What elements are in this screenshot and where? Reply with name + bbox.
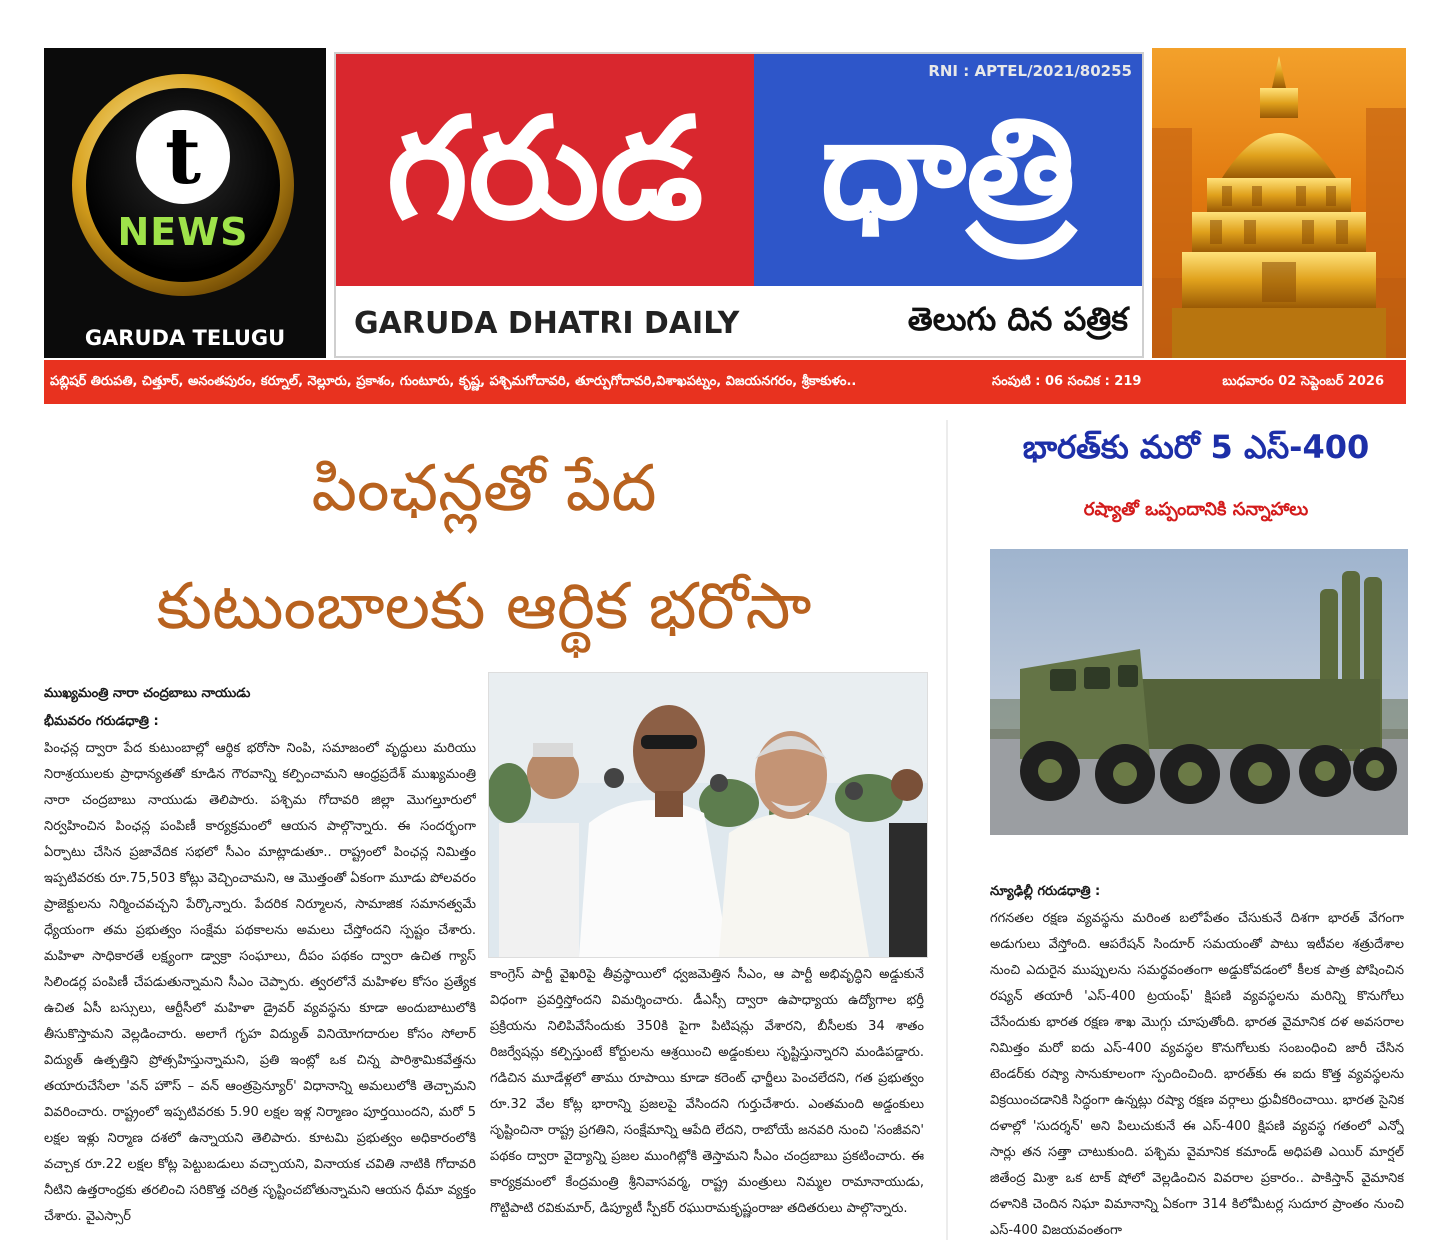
news-logo (44, 48, 326, 358)
main-headline-line2: కుటుంబాలకు ఆర్థిక భరోసా (156, 570, 812, 644)
main-headline (44, 430, 924, 666)
title-english: GARUDA DHATRI DAILY (354, 306, 740, 341)
main-story-column2: కాంగ్రెస్ పార్టీ వైఖరిపై తీవ్రస్థాయిలో ధ్వజమెత్తిన సీఎం, ఆ పార్టీ అభివృద్ధిని అడ్డుకునే విధంగా ప్రవర్తిస్తోందని విమర్శించారు. డీఎస్సీ ద్వారా ఉపాధ్యాయ ఉద్యోగాల భర్తీ ప్రక్రియను నిలిపివేసేందుకు 350కి పైగా పిటిషన్లు వేశారని, బీసీలకు 34 శాతం రిజర్వేషన్లు కల్పిస్తుంటే కోర్టులను ఆశ్రయించి అడ్డంకులు సృష్టిస్తున్నారని మండిపడ్డారు. గడిచిన మూడేళ్లలో తాము రూపాయి కూడా కరెంట్ ఛార్జీలు పెంచలేదని, గత ప్రభుత్వం రూ.32 వేల కోట్ల భారాన్ని ప్రజలపై వేసిందని గుర్తుచేశారు. ఎంతమంది అడ్డంకులు సృష్టించినా రాష్ట్ర ప్రగతిని, సంక్షేమాన్ని ఆపేది లేదని, రాబోయే జనవరి నుంచి 'సంజీవని' పథకం ద్వారా వైద్యాన్ని ప్రజల ముంగిట్లోకి తెస్తామని సీఎం చంద్రబాబు ప్రకటించారు. ఈ కార్యక్రమంలో కేంద్రమంత్రి శ్రీనివాసవర్మ, రాష్ట్ర మంత్రులు నిమ్మల రామానాయుడు, గొట్టిపాటి రవికుమార్, డిప్యూటీ స్పీకర్ రఘురామకృష్ణంరాజు తదితరులు పాల్గొన్నారు. (490, 967, 924, 1216)
logo-word: NEWS (117, 210, 249, 254)
leaders-photo (489, 673, 927, 957)
publisher-editions: పబ్లిషర్ తిరుపతి, చిత్తూర్, అనంతపురం, కర్నూల్, నెల్లూరు, ప్రకాశం, గుంటూరు, కృష్ణ, పశ్చిమగోదావరి, తూర్పుగోదావరి,విశాఖపట్నం, విజయనగరం, శ్రీకాకుళం.. (50, 374, 857, 389)
main-story-photo (488, 672, 928, 958)
temple-image (1152, 48, 1406, 358)
newspaper-title (334, 52, 1144, 358)
side-story-text: గగనతల రక్షణ వ్యవస్థను మరింత బలోపేతం చేసుకునే దిశగా భారత్ వేగంగా అడుగులు వేస్తోంది. ఆపరేషన్ సిందూర్ సమయంతో పాటు ఇటీవల శత్రుదేశాల నుంచి ఎదురైన ముప్పులను సమర్థవంతంగా అడ్డుకోవడంలో కీలక పాత్ర పోషించిన రష్యన్ తయారీ 'ఎస్-400 ట్రయంఫ్' క్షిపణి వ్యవస్థలను మరిన్ని కొనుగోలు చేసేందుకు భారత రక్షణ శాఖ మొగ్గు చూపుతోంది. భారత వైమానిక దళ అవసరాల నిమిత్తం మరో ఐదు ఎస్-400 వ్యవస్థల కొనుగోలుకు సంబంధించి జారీ చేసిన టెండర్‌కు రష్యా సానుకూలంగా స్పందించింది. భారత్‌కు ఈ ఐదు కొత్త వ్యవస్థలను విక్రయించడానికి సిద్ధంగా ఉన్నట్లు రష్యా రక్షణ వర్గాలు ధ్రువీకరించాయి. భారత సైనిక దళాల్లో 'సుదర్శన్' అని పిలుచుకునే ఈ ఎస్-400 క్షిపణి వ్యవస్థ గతంలో ఎన్నో సార్లు తన సత్తా చాటుకుంది. పశ్చిమ వైమానిక కమాండ్ అధిపతి ఎయిర్ మార్షల్ జితేంద్ర మిశ్రా ఒక టాక్ షోలో వెల్లడించిన వివరాల ప్రకారం.. పాకిస్తాన్ వైమానిక దళానికి చెందిన నిఘా విమానాన్ని ఏకంగా 314 కిలోమీటర్ల సుదూర ప్రాంతం నుంచి ఎస్-400 విజయవంతంగా (990, 911, 1404, 1238)
side-story-photo (990, 549, 1408, 835)
column-divider (946, 420, 948, 1240)
side-dateline: న్యూఢిల్లీ గరుడధాత్రి : (990, 884, 1101, 899)
main-dateline: భీమవరం గరుడధాత్రి : (44, 714, 159, 729)
title-tagline: తెలుగు దిన పత్రిక (907, 300, 1128, 338)
title-telugu-part2: ధాత్రి (820, 88, 1076, 251)
logo-letter: t (136, 110, 230, 204)
masthead (44, 48, 1406, 358)
issue-number: సంపుటి : 06 సంచిక : 219 (992, 374, 1142, 389)
logo-caption: GARUDA TELUGU (84, 326, 286, 350)
side-headline: భారత్‌కు మరో 5 ఎస్-400 (1022, 428, 1370, 466)
rni-number: RNI : APTEL/2021/80255 (928, 62, 1132, 80)
title-telugu-part1: గరుడ (386, 88, 704, 251)
issue-date: బుధవారం 02 సెప్టెంబర్ 2026 (1222, 374, 1384, 389)
missile-launcher-photo (990, 549, 1408, 835)
logo-ring (72, 74, 294, 296)
main-story-column1: పింఛన్ల ద్వారా పేద కుటుంబాల్లో ఆర్థిక భరోసా నింపి, సమాజంలో వృద్ధులు మరియు నిరాశ్రయులకు ప్రాధాన్యతతో కూడిన గౌరవాన్ని కల్పించామని ఆంధ్రప్రదేశ్ ముఖ్యమంత్రి నారా చంద్రబాబు నాయుడు తెలిపారు. పశ్చిమ గోదావరి జిల్లా మొగల్తూరులో నిర్వహించిన పింఛన్ల పంపిణీ కార్యక్రమంలో ఆయన పాల్గొన్నారు. ఈ సందర్భంగా ఏర్పాటు చేసిన ప్రజావేదిక సభలో సీఎం మాట్లాడుతూ.. రాష్ట్రంలో పింఛన్ల నిమిత్తం ఇప్పటివరకు రూ.75,503 కోట్లు వెచ్చించామని, ఆ మొత్తంతో ఏకంగా మూడు పోలవరం ప్రాజెక్టులను నిర్మించవచ్చని పేర్కొన్నారు. పేదరిక నిర్మూలన, సామాజిక సమానత్వమే ధ్యేయంగా తమ ప్రభుత్వం సంక్షేమ పథకాలను అమలు చేస్తోందని స్పష్టం చేశారు. మహిళా సాధికారతే లక్ష్యంగా డ్వాక్రా సంఘాలు, దీపం పథకం ద్వారా ఉచిత గ్యాస్ సిలిండర్ల పంపిణీ చేపడుతున్నామని సీఎం చెప్పారు. త్వరలోనే మహిళల కోసం ప్రత్యేక ఉచిత ఏసీ బస్సులు, ఆర్టీసీలో మహిళా డ్రైవర్ వ్యవస్థను కూడా అందుబాటులోకి తీసుకొస్తామని వెల్లడించారు. అలాగే గృహ విద్యుత్ వినియోగదారుల కోసం సోలార్ విద్యుత్ ఉత్పత్తిని ప్రోత్సహిస్తున్నామని, ప్రతి ఇంట్లో ఒక చిన్న పారిశ్రామికవేత్తను తయారుచేసేలా 'వన్ హౌస్ – వన్ ఆంత్రప్రెన్యూర్' విధానాన్ని అమలులోకి తెచ్చామని వివరించారు. రాష్ట్రంలో ఇప్పటివరకు 5.90 లక్షల ఇళ్ల నిర్మాణం పూర్తయిందని, మరో 5 లక్షల ఇళ్లు నిర్మాణ దశలో ఉన్నాయని తెలిపారు. కూటమి ప్రభుత్వం అధికారంలోకి వచ్చాక రూ.22 లక్షల కోట్ల పెట్టుబడులు వచ్చాయని, వినాయక చవితి నాటికి గోదావరి నీటిని ఉత్తరాంధ్రకు తరలించి సరికొత్త చరిత్ర సృష్టించబోతున్నామని ఆయన ధీమా వ్యక్తం చేశారు. వైఎస్సార్ (44, 741, 476, 1224)
main-headline-line1: పింఛన్లతో పేద (311, 452, 657, 526)
main-byline: ముఖ్యమంత్రి నారా చంద్రబాబు నాయుడు (44, 686, 251, 701)
side-subheadline: రష్యాతో ఒప్పందానికి సన్నాహాలు (1083, 499, 1309, 520)
temple-illustration (1152, 48, 1406, 358)
info-band (44, 360, 1406, 404)
